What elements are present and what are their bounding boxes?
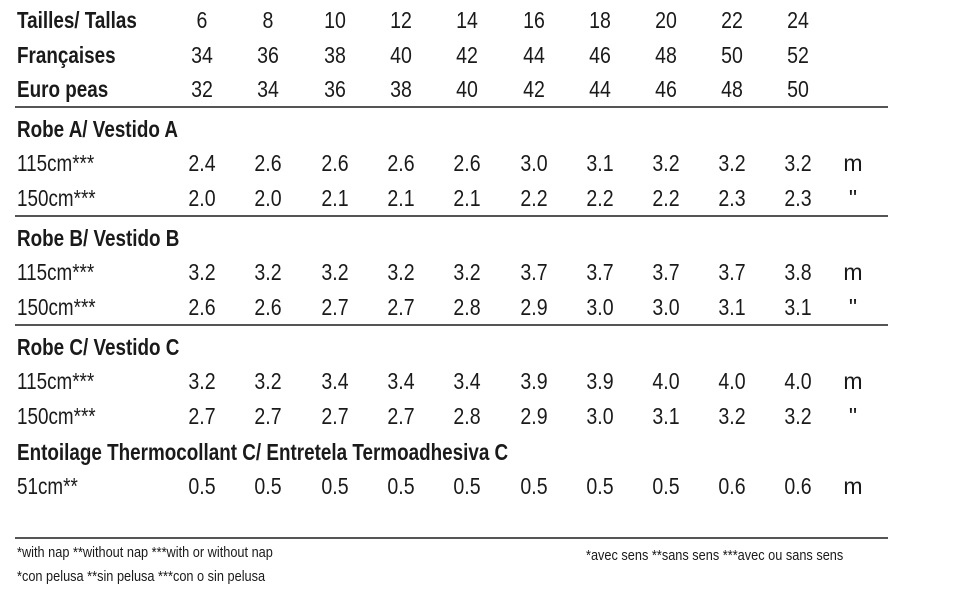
cell: 3.7 — [586, 259, 614, 285]
cell: 0.5 — [188, 473, 216, 499]
cell: 3.4 — [453, 368, 481, 394]
cell: 2.1 — [321, 185, 349, 211]
cell: 18 — [589, 7, 611, 33]
cell: 2.3 — [784, 185, 812, 211]
cell: 2.6 — [453, 150, 481, 176]
cell: 2.8 — [453, 403, 481, 429]
cell: 2.9 — [520, 403, 548, 429]
footnote-spanish: *con pelusa **sin pelusa ***con o sin pelusa — [17, 568, 266, 585]
row-label: Françaises — [17, 42, 116, 68]
cell: 3.4 — [387, 368, 415, 394]
row-label: Euro peas — [17, 76, 109, 102]
row-label: 150cm*** — [17, 294, 96, 320]
header-row-european-sizes — [0, 72, 900, 106]
cell: 3.2 — [718, 403, 746, 429]
cell: 2.6 — [188, 294, 216, 320]
cell: 0.5 — [387, 473, 415, 499]
row-label: 51cm** — [17, 473, 78, 499]
cell: 10 — [324, 7, 346, 33]
cell: 36 — [257, 42, 279, 68]
cell: 6 — [196, 7, 208, 33]
cell: 42 — [456, 42, 478, 68]
cell: 3.7 — [520, 259, 548, 285]
cell: 4.0 — [652, 368, 680, 394]
cell: 0.5 — [652, 473, 680, 499]
cell: 3.0 — [586, 403, 614, 429]
cell: 40 — [390, 42, 412, 68]
cell: 2.7 — [254, 403, 282, 429]
cell: 3.2 — [652, 150, 680, 176]
cell: 3.9 — [520, 368, 548, 394]
table-row — [0, 290, 900, 324]
cell: 4.0 — [718, 368, 746, 394]
row-label: 115cm*** — [17, 368, 95, 394]
cell: 3.2 — [254, 259, 282, 285]
cell: 34 — [191, 42, 213, 68]
cell: 3.2 — [321, 259, 349, 285]
cell: 36 — [324, 76, 346, 102]
cell: 3.1 — [586, 150, 614, 176]
cell: 2.6 — [254, 150, 282, 176]
cell: 0.5 — [321, 473, 349, 499]
footnote-english: *with nap **without nap ***with or without nap — [17, 544, 273, 561]
cell: 44 — [589, 76, 611, 102]
cell: 4.0 — [784, 368, 812, 394]
cell: 38 — [390, 76, 412, 102]
cell: 2.1 — [453, 185, 481, 211]
row-label: 115cm*** — [17, 150, 95, 176]
divider — [15, 106, 888, 108]
divider — [15, 537, 888, 539]
table-row — [0, 469, 900, 503]
cell: 44 — [523, 42, 545, 68]
cell: 2.7 — [387, 403, 415, 429]
cell: 3.7 — [652, 259, 680, 285]
cell: 32 — [191, 76, 213, 102]
row-label: 150cm*** — [17, 185, 96, 211]
cell: 2.6 — [321, 150, 349, 176]
cell: 0.5 — [586, 473, 614, 499]
cell: 2.9 — [520, 294, 548, 320]
divider — [15, 215, 888, 217]
cell: 3.2 — [387, 259, 415, 285]
cell: 2.7 — [188, 403, 216, 429]
cell: 3.2 — [453, 259, 481, 285]
cell: 3.1 — [784, 294, 812, 320]
divider — [15, 324, 888, 326]
section-title-robe-a: Robe A/ Vestido A — [17, 116, 179, 142]
cell: 0.6 — [718, 473, 746, 499]
cell: 2.7 — [321, 403, 349, 429]
cell: 2.6 — [387, 150, 415, 176]
cell: 42 — [523, 76, 545, 102]
cell: 46 — [589, 42, 611, 68]
cell: 2.0 — [188, 185, 216, 211]
cell: 38 — [324, 42, 346, 68]
cell: 48 — [655, 42, 677, 68]
cell: 0.5 — [254, 473, 282, 499]
cell: 3.0 — [520, 150, 548, 176]
table-row — [0, 255, 900, 289]
cell: 3.2 — [188, 259, 216, 285]
footnote-french: *avec sens **sans sens ***avec ou sans sens — [586, 547, 844, 564]
cell: 2.8 — [453, 294, 481, 320]
cell: 2.2 — [652, 185, 680, 211]
cell: 3.8 — [784, 259, 812, 285]
header-row-sizes — [0, 3, 900, 37]
cell: 12 — [390, 7, 412, 33]
table-row — [0, 399, 900, 433]
cell: 2.7 — [321, 294, 349, 320]
cell: 22 — [721, 7, 743, 33]
table-row — [0, 364, 900, 398]
cell: 52 — [787, 42, 809, 68]
cell: 3.4 — [321, 368, 349, 394]
cell: 34 — [257, 76, 279, 102]
section-title-interfacing: Entoilage Thermocollant C/ Entretela Termoadhesiva C — [17, 439, 509, 465]
cell: 2.1 — [387, 185, 415, 211]
cell: 3.1 — [718, 294, 746, 320]
cell: 3.2 — [188, 368, 216, 394]
table-row — [0, 146, 900, 180]
row-label: 150cm*** — [17, 403, 96, 429]
section-title-robe-c: Robe C/ Vestido C — [17, 334, 180, 360]
cell: 2.4 — [188, 150, 216, 176]
cell: 0.6 — [784, 473, 812, 499]
cell: 20 — [655, 7, 677, 33]
cell: 16 — [523, 7, 545, 33]
cell: 3.0 — [652, 294, 680, 320]
row-label: Tailles/ Tallas — [17, 7, 137, 33]
cell: 8 — [262, 7, 274, 33]
row-label: 115cm*** — [17, 259, 95, 285]
cell: 2.0 — [254, 185, 282, 211]
cell: 48 — [721, 76, 743, 102]
header-row-french-sizes — [0, 38, 900, 72]
cell: 50 — [787, 76, 809, 102]
cell: 2.3 — [718, 185, 746, 211]
unit-label: m — [843, 473, 863, 499]
unit-label: m — [843, 150, 863, 176]
cell: 14 — [456, 7, 478, 33]
cell: 3.0 — [586, 294, 614, 320]
cell: 3.9 — [586, 368, 614, 394]
cell: 3.2 — [718, 150, 746, 176]
cell: 46 — [655, 76, 677, 102]
cell: 3.7 — [718, 259, 746, 285]
unit-label: " — [848, 294, 858, 320]
table-row — [0, 181, 900, 215]
unit-label: m — [843, 368, 863, 394]
cell: 3.2 — [254, 368, 282, 394]
unit-label: " — [848, 403, 858, 429]
cell: 2.2 — [586, 185, 614, 211]
cell: 3.2 — [784, 403, 812, 429]
cell: 50 — [721, 42, 743, 68]
cell: 2.7 — [387, 294, 415, 320]
cell: 2.6 — [254, 294, 282, 320]
cell: 0.5 — [520, 473, 548, 499]
unit-label: " — [848, 185, 858, 211]
cell: 24 — [787, 7, 809, 33]
section-title-robe-b: Robe B/ Vestido B — [17, 225, 180, 251]
cell: 3.1 — [652, 403, 680, 429]
cell: 40 — [456, 76, 478, 102]
cell: 3.2 — [784, 150, 812, 176]
unit-label: m — [843, 259, 863, 285]
cell: 2.2 — [520, 185, 548, 211]
cell: 0.5 — [453, 473, 481, 499]
